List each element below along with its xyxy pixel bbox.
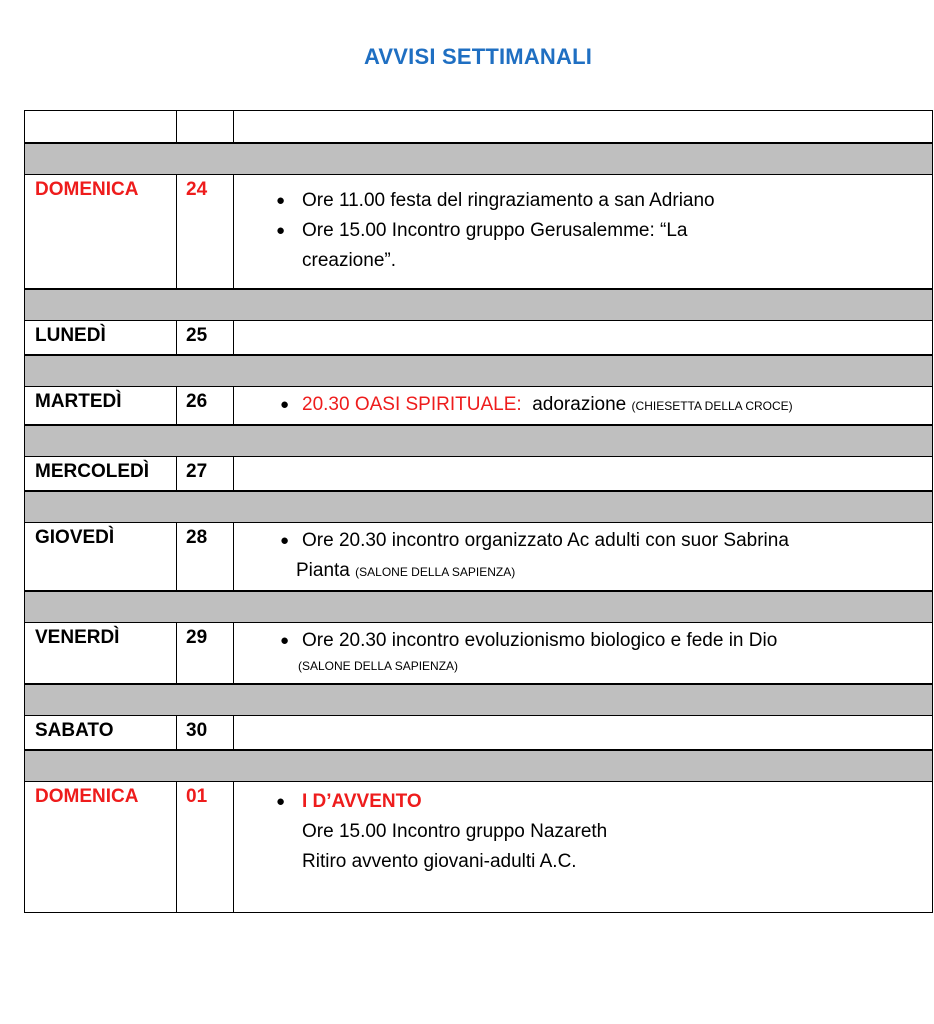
activity-highlight: 20.30 OASI SPIRITUALE: xyxy=(302,394,522,415)
bullet-icon: ● xyxy=(280,531,290,549)
table-row xyxy=(25,320,933,355)
separator-cell xyxy=(25,750,933,782)
table-row xyxy=(25,387,933,426)
separator-row xyxy=(25,143,933,175)
day-name: VENERDÌ xyxy=(25,622,177,684)
day-name: LUNEDÌ xyxy=(25,320,177,355)
activity-cell xyxy=(234,781,933,912)
list-item xyxy=(264,787,928,817)
day-name: MARTEDÌ xyxy=(25,387,177,426)
separator-cell xyxy=(25,491,933,523)
table-row xyxy=(25,522,933,591)
activity-cell xyxy=(234,622,933,684)
day-name: DOMENICA xyxy=(25,781,177,912)
activity-text: Ore 11.00 festa del ringraziamento a san Adriano xyxy=(302,190,715,211)
separator-cell xyxy=(25,684,933,716)
separator-row xyxy=(25,425,933,457)
table-row xyxy=(25,175,933,289)
header-cell-day xyxy=(25,111,177,144)
activity-cell xyxy=(234,457,933,491)
day-number: 26 xyxy=(177,387,234,426)
weekly-schedule-table xyxy=(24,110,933,913)
day-number: 24 xyxy=(177,175,234,289)
location-note: (SALONE DELLA SAPIENZA) xyxy=(298,658,459,673)
separator-row xyxy=(25,289,933,321)
activity-text: Ore 15.00 Incontro gruppo Gerusalemme: “La xyxy=(302,220,688,241)
separator-cell xyxy=(25,355,933,387)
activity-text: Pianta xyxy=(296,559,350,581)
day-name: SABATO xyxy=(25,716,177,750)
day-number: 28 xyxy=(177,522,234,591)
location-note: (CHIESETTA DELLA CROCE) xyxy=(631,399,793,413)
header-cell-num xyxy=(177,111,234,144)
separator-cell xyxy=(25,143,933,175)
table-row xyxy=(25,622,933,684)
day-number: 01 xyxy=(177,781,234,912)
activity-cell xyxy=(234,320,933,355)
activity-cell xyxy=(234,387,933,426)
activity-text: Ore 20.30 incontro organizzato Ac adulti con suor Sabrina xyxy=(302,529,789,551)
activity-continuation: creazione”. xyxy=(302,250,396,271)
list-item xyxy=(280,526,928,556)
separator-row xyxy=(25,355,933,387)
activity-continuation xyxy=(280,556,928,587)
activity-cell xyxy=(234,522,933,591)
list-item xyxy=(280,626,928,656)
list-item xyxy=(280,390,928,421)
activity-heading: I D’AVVENTO xyxy=(302,790,422,812)
separator-row xyxy=(25,591,933,623)
day-number: 25 xyxy=(177,320,234,355)
table-row xyxy=(25,716,933,750)
location-note: (SALONE DELLA SAPIENZA) xyxy=(355,564,516,579)
day-name: DOMENICA xyxy=(25,175,177,289)
activity-text: Ore 20.30 incontro evoluzionismo biologico e fede in Dio xyxy=(302,629,778,651)
activity-text: Ore 15.00 Incontro gruppo Nazareth xyxy=(302,820,608,842)
activity-text: adorazione xyxy=(532,394,627,415)
activity-cell xyxy=(234,175,933,289)
activity-cell xyxy=(234,716,933,750)
bullet-icon: ● xyxy=(280,631,290,649)
separator-row xyxy=(25,750,933,782)
bullet-icon: ● xyxy=(280,396,290,413)
table-header-row xyxy=(25,111,933,144)
separator-row xyxy=(25,684,933,716)
day-number: 30 xyxy=(177,716,234,750)
list-item xyxy=(264,216,928,246)
separator-cell xyxy=(25,591,933,623)
list-item xyxy=(264,186,928,216)
activity-text: Ritiro avvento giovani-adulti A.C. xyxy=(302,850,577,872)
bullet-icon: ● xyxy=(276,222,286,239)
bullet-icon: ● xyxy=(276,792,286,810)
page-title: AVVISI SETTIMANALI xyxy=(363,44,593,69)
day-number: 29 xyxy=(177,622,234,684)
header-cell-activity xyxy=(234,111,933,144)
day-name: GIOVEDÌ xyxy=(25,522,177,591)
day-name: MERCOLEDÌ xyxy=(25,457,177,491)
table-row xyxy=(25,457,933,491)
separator-row xyxy=(25,491,933,523)
bullet-icon: ● xyxy=(276,192,286,209)
day-number: 27 xyxy=(177,457,234,491)
separator-cell xyxy=(25,289,933,321)
table-row xyxy=(25,781,933,912)
separator-cell xyxy=(25,425,933,457)
